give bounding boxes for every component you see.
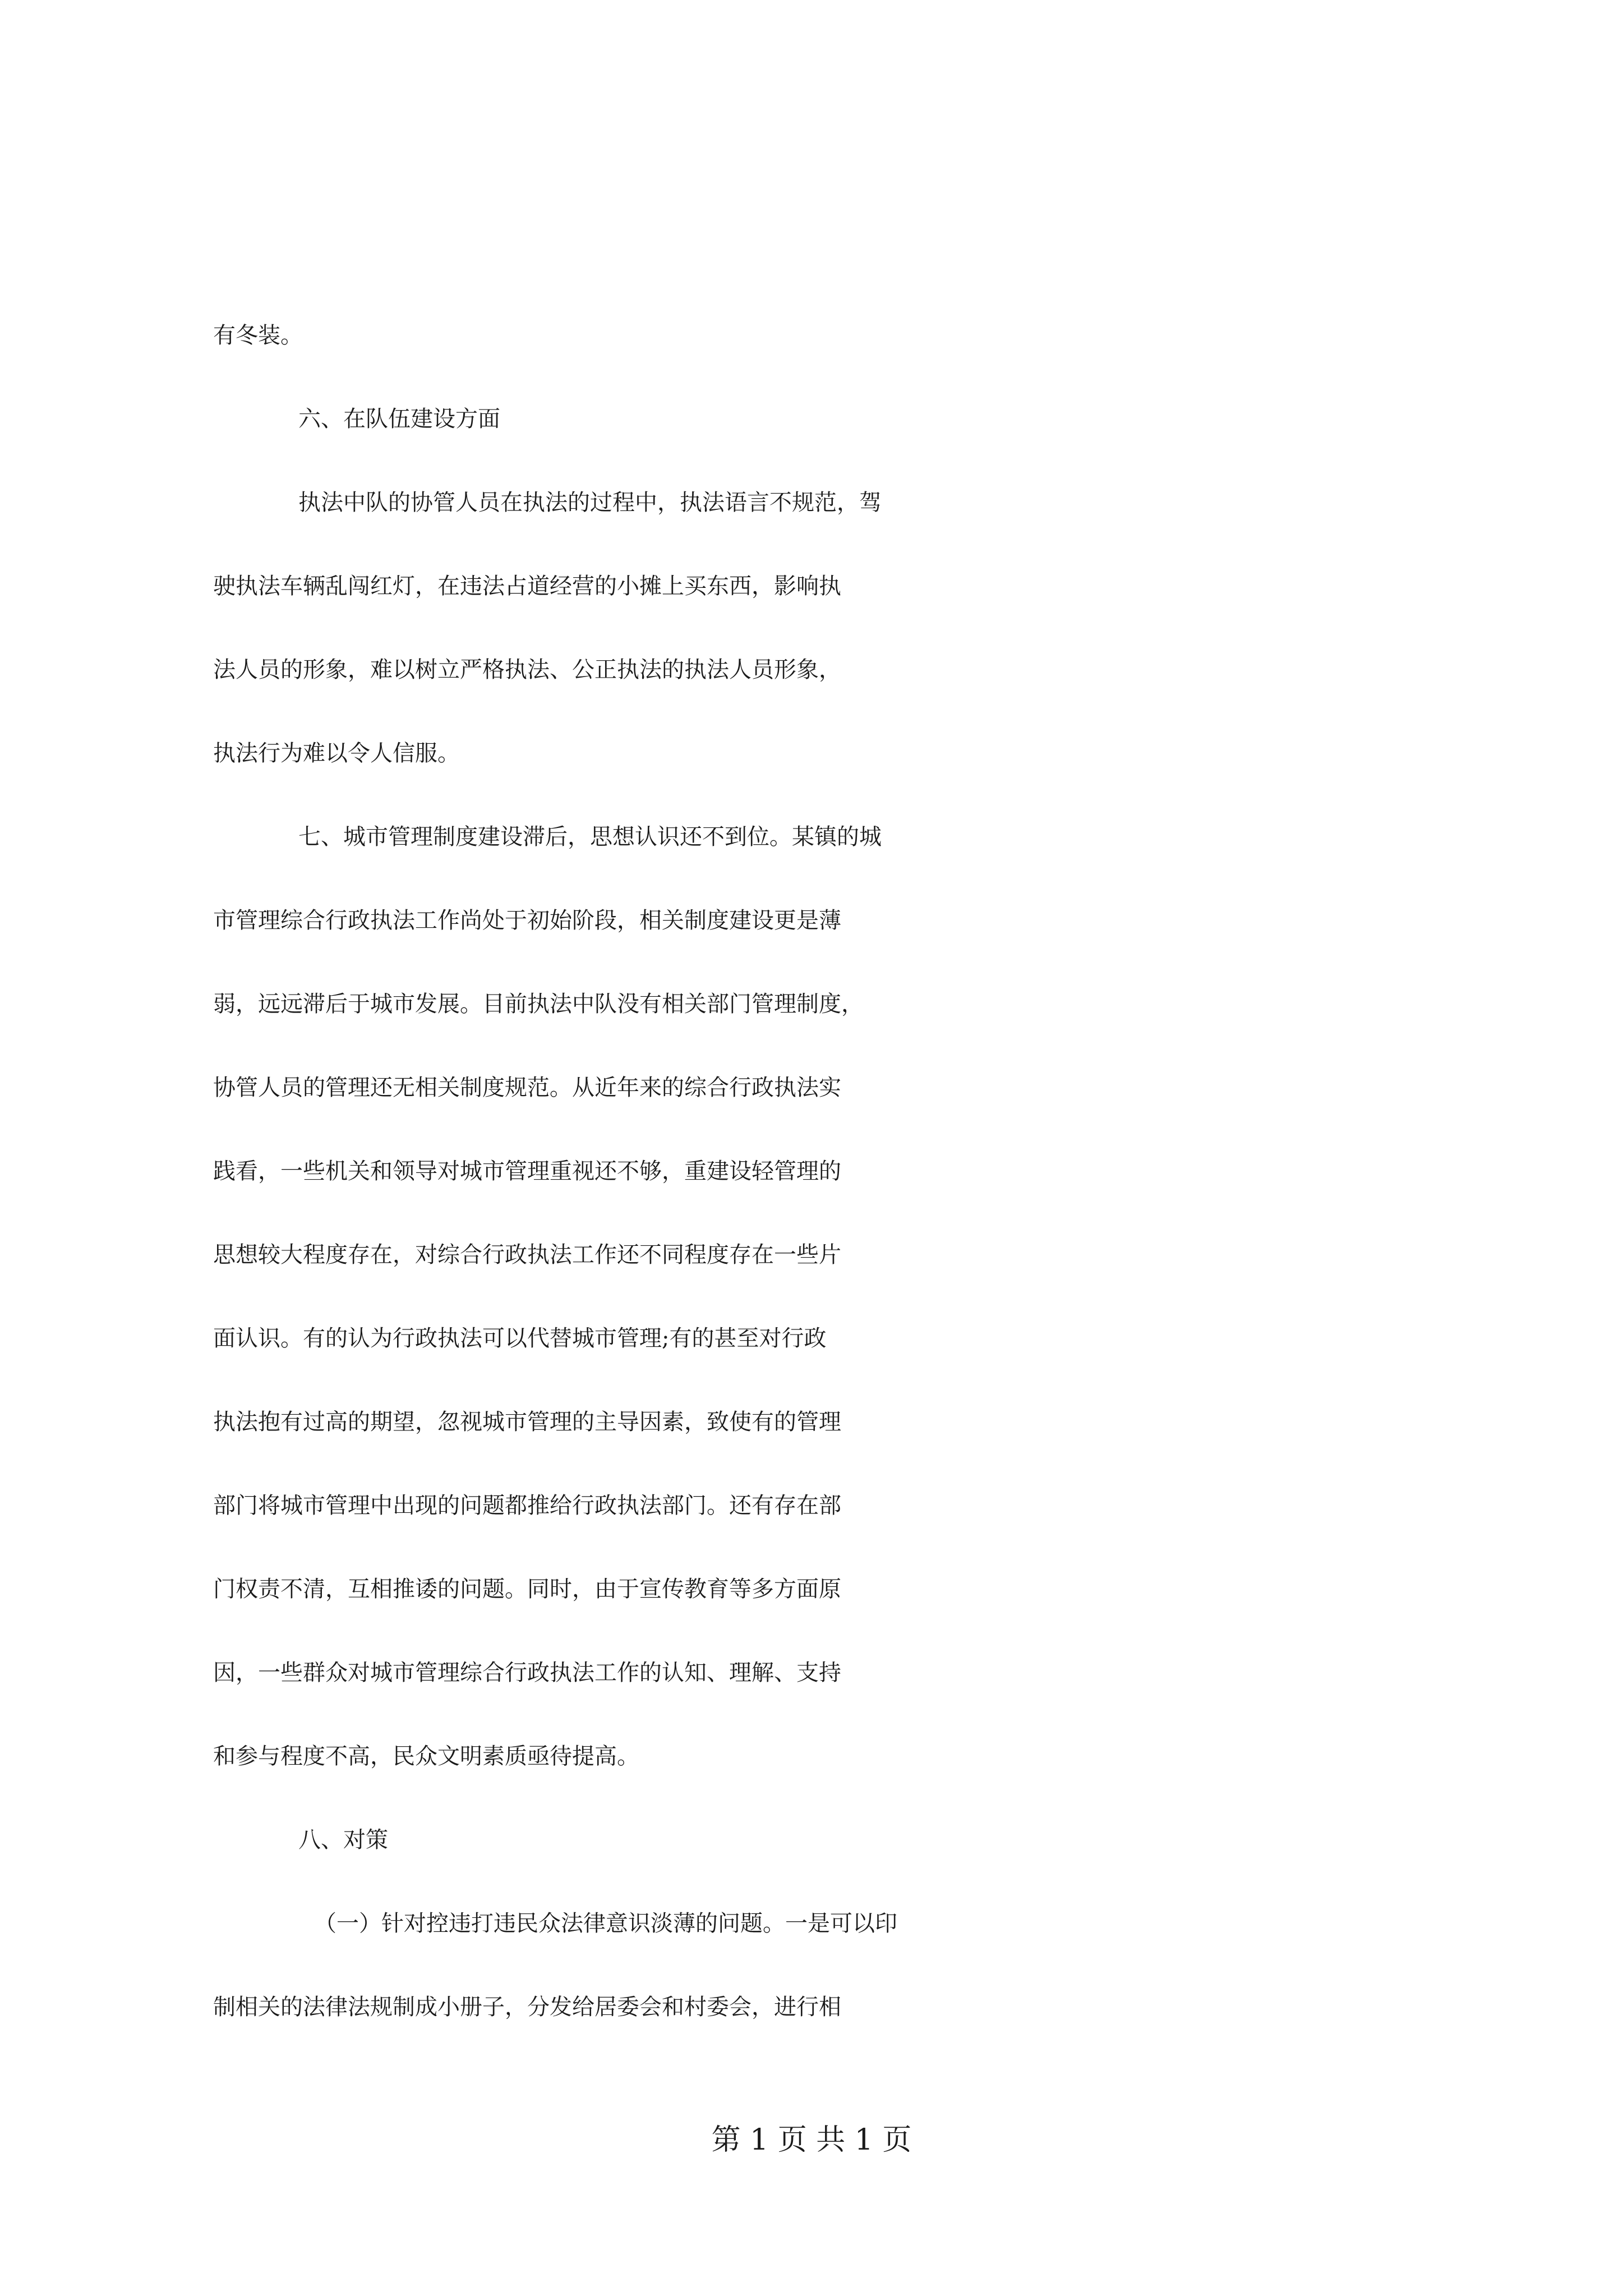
text-line: 因，一些群众对城市管理综合行政执法工作的认知、理解、支持 [213, 1660, 841, 1686]
page-footer: 第 1 页 共 1 页 [711, 2123, 912, 2157]
text-line: 门权责不清，互相推诿的问题。同时，由于宣传教育等多方面原 [213, 1576, 841, 1602]
text-line: 思想较大程度存在，对综合行政执法工作还不同程度存在一些片 [213, 1242, 841, 1268]
text-line: 面认识。有的认为行政执法可以代替城市管理;有的甚至对行政 [213, 1326, 827, 1351]
text-line: 制相关的法律法规制成小册子，分发给居委会和村委会，进行相 [213, 1994, 841, 2020]
section-heading: 六、在队伍建设方面 [298, 406, 500, 432]
text-line: 执法中队的协管人员在执法的过程中，执法语言不规范，驾 [298, 490, 882, 516]
section-heading: 八、对策 [298, 1827, 388, 1853]
text-line: 执法抱有过高的期望，忽视城市管理的主导因素，致使有的管理 [213, 1409, 841, 1435]
section-heading: 七、城市管理制度建设滞后，思想认识还不到位。某镇的城 [298, 824, 882, 850]
text-line: 法人员的形象，难以树立严格执法、公正执法的执法人员形象， [213, 657, 841, 683]
text-line: 弱，远远滞后于城市发展。目前执法中队没有相关部门管理制度， [213, 991, 864, 1017]
text-line: 市管理综合行政执法工作尚处于初始阶段，相关制度建设更是薄 [213, 908, 841, 933]
text-line: 有冬装。 [213, 323, 303, 348]
text-line: 执法行为难以令人信服。 [213, 740, 460, 766]
text-line: 和参与程度不高，民众文明素质亟待提高。 [213, 1743, 639, 1769]
text-line: 驶执法车辆乱闯红灯，在违法占道经营的小摊上买东西，影响执 [213, 573, 841, 599]
text-line: 协管人员的管理还无相关制度规范。从近年来的综合行政执法实 [213, 1075, 841, 1101]
text-line: （一）针对控违打违民众法律意识淡薄的问题。一是可以印 [314, 1911, 897, 1936]
text-line: 践看，一些机关和领导对城市管理重视还不够，重建设轻管理的 [213, 1158, 841, 1184]
text-line: 部门将城市管理中出现的问题都推给行政执法部门。还有存在部 [213, 1493, 841, 1519]
